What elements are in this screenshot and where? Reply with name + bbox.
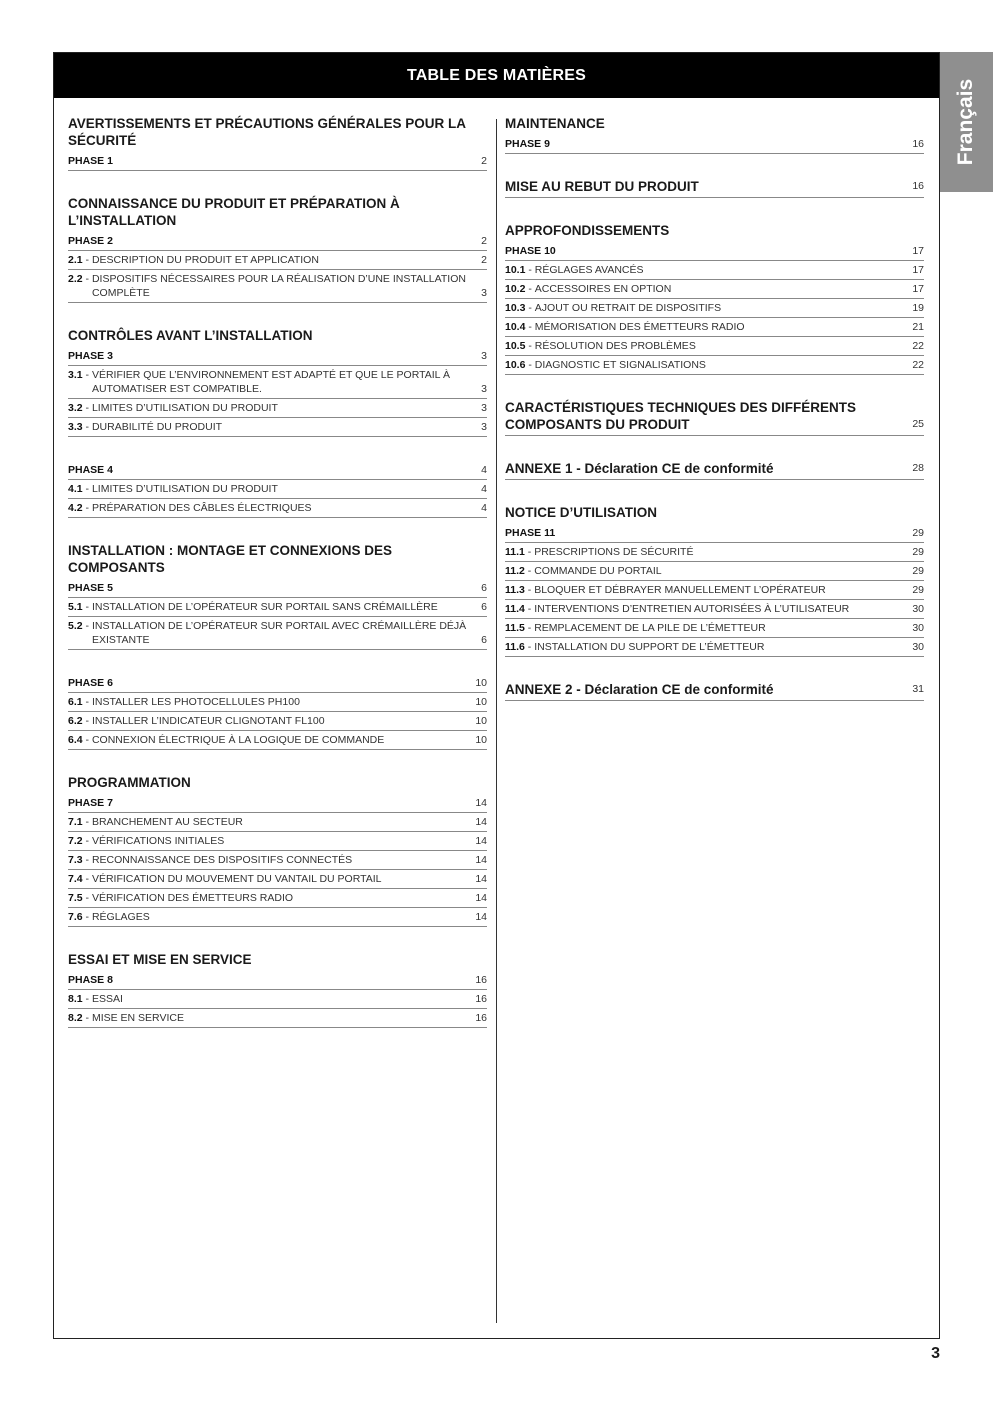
toc-page-number: 3 <box>481 383 487 395</box>
toc-section <box>505 460 924 480</box>
toc-entry-label: DISPOSITIFS NÉCESSAIRES POUR LA RÉALISATION D’UNE INSTALLATION COMPLÈTE <box>91 273 466 299</box>
toc-entry-row[interactable] <box>505 600 924 619</box>
toc-entry-text <box>505 339 912 353</box>
toc-entry-text <box>68 619 481 647</box>
toc-section <box>68 674 487 750</box>
toc-entry-label: VÉRIFICATION DU MOUVEMENT DU VANTAIL DU PORTAIL <box>91 873 382 885</box>
toc-entry-text <box>68 815 475 829</box>
toc-section <box>68 461 487 518</box>
toc-section <box>505 178 924 198</box>
toc-section-title-row[interactable] <box>505 178 924 198</box>
toc-phase-row[interactable] <box>68 347 487 366</box>
toc-entry-text <box>68 714 475 728</box>
toc-entry-row[interactable] <box>68 399 487 418</box>
toc-entry-number: 4.2 <box>68 502 83 514</box>
toc-entry-label: RÉSOLUTION DES PROBLÈMES <box>534 340 696 352</box>
toc-page-number: 6 <box>481 634 487 646</box>
toc-entry-separator: - <box>524 546 535 558</box>
toc-page-number: 10 <box>475 715 487 727</box>
toc-page-number: 22 <box>912 359 924 371</box>
toc-entry-separator: - <box>525 283 535 295</box>
toc-entry-number: 6.4 <box>68 734 83 746</box>
toc-entry-number: 11.2 <box>505 565 525 577</box>
toc-entry-row[interactable] <box>505 543 924 562</box>
toc-section-title: MISE AU REBUT DU PRODUIT <box>505 179 699 194</box>
toc-entry-text <box>505 137 912 151</box>
toc-entry-label: DESCRIPTION DU PRODUIT ET APPLICATION <box>91 254 319 266</box>
toc-entry-separator: - <box>82 273 92 285</box>
toc-header: TABLE DES MATIÈRES <box>54 53 939 98</box>
toc-entry-number: 10.3 <box>505 302 526 314</box>
toc-entry-separator: - <box>82 620 92 632</box>
column-divider <box>496 119 497 1323</box>
toc-entry-label: MISE EN SERVICE <box>91 1012 184 1024</box>
toc-page-number: 10 <box>475 734 487 746</box>
toc-entry-separator: - <box>82 873 92 885</box>
toc-entry-number: 5.1 <box>68 601 83 613</box>
toc-entry-label: PHASE 6 <box>68 677 113 689</box>
toc-entry-text <box>68 676 475 690</box>
toc-entry-text <box>68 581 481 595</box>
toc-entry-separator: - <box>82 816 92 828</box>
toc-entry-label: RÉGLAGES <box>91 911 150 923</box>
toc-frame <box>53 52 940 1339</box>
toc-entry-text <box>68 992 475 1006</box>
toc-entry-separator: - <box>82 601 92 613</box>
toc-entry-separator: - <box>525 359 535 371</box>
toc-entry-label: INSTALLER LES PHOTOCELLULES PH100 <box>91 696 300 708</box>
toc-section <box>505 504 924 657</box>
toc-entry-separator: - <box>82 993 92 1005</box>
toc-section-title: CONTRÔLES AVANT L’INSTALLATION <box>68 328 313 343</box>
toc-entry-label: DURABILITÉ DU PRODUIT <box>91 421 223 433</box>
toc-entry-label: INTERVENTIONS D’ENTRETIEN AUTORISÉES À L’UTILISATEUR <box>534 603 850 615</box>
toc-entry-separator: - <box>82 402 92 414</box>
toc-page-number: 17 <box>912 283 924 295</box>
toc-entry-label: LIMITES D’UTILISATION DU PRODUIT <box>91 402 278 414</box>
toc-page-number: 14 <box>475 892 487 904</box>
toc-entry-number: 11.4 <box>505 603 525 615</box>
toc-entry-row[interactable] <box>68 693 487 712</box>
toc-page-number: 14 <box>475 854 487 866</box>
toc-entry-label: INSTALLATION DU SUPPORT DE L’ÉMETTEUR <box>534 641 765 653</box>
toc-entry-number: 7.2 <box>68 835 83 847</box>
toc-entry-row[interactable] <box>505 619 924 638</box>
toc-entry-separator: - <box>82 892 92 904</box>
toc-page-number: 22 <box>912 340 924 352</box>
toc-section-title-row[interactable] <box>505 681 924 701</box>
toc-entry-label: PHASE 8 <box>68 974 113 986</box>
toc-entry-number: 7.3 <box>68 854 83 866</box>
toc-page-number: 30 <box>912 622 924 634</box>
toc-entry-text <box>505 526 912 540</box>
toc-entry-text <box>505 583 912 597</box>
language-tab-label: Français <box>954 78 978 166</box>
toc-entry-text <box>68 600 481 614</box>
toc-entry-label: PHASE 9 <box>505 138 550 150</box>
toc-entry-label: VÉRIFIER QUE L’ENVIRONNEMENT EST ADAPTÉ ET QUE LE PORTAIL À AUTOMATISER EST COMPATIBLE. <box>91 369 451 395</box>
toc-phase-row[interactable] <box>505 135 924 154</box>
toc-entry-text <box>68 154 481 168</box>
toc-page-number: 16 <box>912 180 924 192</box>
toc-phase-row[interactable] <box>68 152 487 171</box>
toc-entry-number: 11.3 <box>505 584 525 596</box>
toc-page-number: 3 <box>481 287 487 299</box>
toc-page-number: 6 <box>481 582 487 594</box>
toc-entry-separator: - <box>82 696 92 708</box>
toc-page-number: 29 <box>912 546 924 558</box>
toc-page-number: 3 <box>481 402 487 414</box>
toc-entry-label: RÉGLAGES AVANCÉS <box>534 264 644 276</box>
toc-section-title-row[interactable] <box>505 460 924 480</box>
toc-entry-label: PHASE 5 <box>68 582 113 594</box>
toc-entry-label: AJOUT OU RETRAIT DE DISPOSITIFS <box>534 302 722 314</box>
toc-section <box>68 115 487 171</box>
toc-entry-label: INSTALLATION DE L’OPÉRATEUR SUR PORTAIL SANS CRÉMAILLÈRE <box>91 601 438 613</box>
toc-entry-text <box>68 853 475 867</box>
toc-entry-label: CONNEXION ÉLECTRIQUE À LA LOGIQUE DE COMMANDE <box>91 734 385 746</box>
toc-phase-row[interactable] <box>505 242 924 261</box>
toc-section <box>68 542 487 650</box>
toc-entry-number: 11.6 <box>505 641 525 653</box>
toc-section-title: CARACTÉRISTIQUES TECHNIQUES DES DIFFÉRENTS COMPOSANTS DU PRODUIT <box>505 400 857 432</box>
toc-entry-row[interactable] <box>68 251 487 270</box>
toc-entry-row[interactable] <box>68 832 487 851</box>
toc-entry-number: 10.1 <box>505 264 526 276</box>
toc-page-number: 10 <box>475 677 487 689</box>
toc-entry-number: 6.2 <box>68 715 83 727</box>
toc-page-number: 4 <box>481 483 487 495</box>
toc-entry-label: PHASE 3 <box>68 350 113 362</box>
toc-section-title-row[interactable] <box>505 399 924 436</box>
toc-entry-number: 11.1 <box>505 546 525 558</box>
toc-entry-text <box>68 1011 475 1025</box>
toc-entry-row[interactable] <box>68 990 487 1009</box>
toc-entry-text <box>68 253 481 267</box>
toc-entry-separator: - <box>524 584 535 596</box>
toc-entry-separator: - <box>82 854 92 866</box>
toc-section-title: CONNAISSANCE DU PRODUIT ET PRÉPARATION À L’INSTALLATION <box>68 196 400 228</box>
toc-entry-row[interactable] <box>68 480 487 499</box>
toc-entry-text <box>505 602 912 616</box>
toc-entry-text <box>68 501 481 515</box>
toc-section <box>68 195 487 303</box>
toc-phase-row[interactable] <box>68 461 487 480</box>
toc-section <box>505 222 924 375</box>
toc-entry-number: 7.6 <box>68 911 83 923</box>
toc-page-number: 29 <box>912 527 924 539</box>
toc-entry-separator: - <box>525 264 535 276</box>
toc-entry-number: 11.5 <box>505 622 525 634</box>
toc-page-number: 25 <box>912 418 924 430</box>
toc-page-number: 14 <box>475 797 487 809</box>
toc-entry-row[interactable] <box>68 617 487 650</box>
toc-entry-label: PHASE 10 <box>505 245 556 257</box>
toc-section-title: PROGRAMMATION <box>68 775 191 790</box>
toc-page-number: 14 <box>475 816 487 828</box>
toc-entry-number: 3.2 <box>68 402 83 414</box>
toc-section-title: APPROFONDISSEMENTS <box>505 223 670 238</box>
toc-entry-text <box>68 973 475 987</box>
toc-entry-row[interactable] <box>505 337 924 356</box>
toc-section-title: AVERTISSEMENTS ET PRÉCAUTIONS GÉNÉRALES POUR LA SÉCURITÉ <box>68 116 466 148</box>
toc-page-number: 31 <box>912 683 924 695</box>
toc-entry-number: 10.2 <box>505 283 526 295</box>
toc-entry-label: BRANCHEMENT AU SECTEUR <box>91 816 243 828</box>
toc-entry-text <box>68 796 475 810</box>
toc-entry-row[interactable] <box>505 280 924 299</box>
toc-entry-label: ACCESSOIRES EN OPTION <box>534 283 672 295</box>
toc-entry-row[interactable] <box>68 851 487 870</box>
toc-entry-label: PHASE 2 <box>68 235 113 247</box>
toc-entry-row[interactable] <box>68 712 487 731</box>
toc-entry-row[interactable] <box>68 870 487 889</box>
toc-section-title: ANNEXE 1 - Déclaration CE de conformité <box>505 461 774 476</box>
toc-entry-number: 5.2 <box>68 620 83 632</box>
toc-phase-row[interactable] <box>68 232 487 251</box>
toc-page-number: 29 <box>912 584 924 596</box>
toc-entry-text <box>68 695 475 709</box>
toc-entry-label: PHASE 7 <box>68 797 113 809</box>
toc-entry-label: DIAGNOSTIC ET SIGNALISATIONS <box>534 359 706 371</box>
toc-entry-row[interactable] <box>68 813 487 832</box>
toc-entry-text <box>505 263 912 277</box>
toc-phase-row[interactable] <box>505 524 924 543</box>
toc-entry-number: 7.4 <box>68 873 83 885</box>
toc-page-number: 2 <box>481 254 487 266</box>
toc-entry-label: PHASE 4 <box>68 464 113 476</box>
toc-section-title: MAINTENANCE <box>505 116 605 131</box>
toc-entry-row[interactable] <box>505 638 924 657</box>
toc-page-number: 10 <box>475 696 487 708</box>
toc-entry-text <box>68 349 481 363</box>
toc-entry-text <box>505 244 912 258</box>
toc-entry-row[interactable] <box>68 418 487 437</box>
toc-entry-text <box>505 564 912 578</box>
toc-entry-separator: - <box>524 565 535 577</box>
toc-entry-row[interactable] <box>68 366 487 399</box>
toc-entry-text <box>68 733 475 747</box>
toc-entry-label: REMPLACEMENT DE LA PILE DE L’ÉMETTEUR <box>534 622 766 634</box>
toc-page-number: 14 <box>475 911 487 923</box>
toc-page-number: 2 <box>481 155 487 167</box>
toc-entry-text <box>68 482 481 496</box>
toc-entry-label: LIMITES D’UTILISATION DU PRODUIT <box>91 483 278 495</box>
toc-section-title: ANNEXE 2 - Déclaration CE de conformité <box>505 682 774 697</box>
toc-entry-separator: - <box>82 1012 92 1024</box>
toc-entry-text <box>68 463 481 477</box>
toc-entry-separator: - <box>524 622 535 634</box>
toc-entry-label: INSTALLER L’INDICATEUR CLIGNOTANT FL100 <box>91 715 325 727</box>
toc-entry-label: ESSAI <box>91 993 123 1005</box>
toc-entry-label: RECONNAISSANCE DES DISPOSITIFS CONNECTÉS <box>91 854 353 866</box>
toc-entry-text <box>68 234 481 248</box>
toc-page-number: 4 <box>481 464 487 476</box>
toc-entry-text <box>505 621 912 635</box>
toc-entry-row[interactable] <box>68 731 487 750</box>
toc-page-number: 16 <box>475 1012 487 1024</box>
toc-entry-separator: - <box>82 369 92 381</box>
toc-entry-text <box>68 401 481 415</box>
toc-entry-row[interactable] <box>68 1009 487 1028</box>
toc-section <box>505 399 924 436</box>
toc-entry-text <box>505 545 912 559</box>
toc-phase-row[interactable] <box>68 579 487 598</box>
toc-entry-number: 3.1 <box>68 369 83 381</box>
toc-entry-text <box>505 320 912 334</box>
toc-entry-row[interactable] <box>68 499 487 518</box>
toc-entry-label: PRESCRIPTIONS DE SÉCURITÉ <box>534 546 694 558</box>
toc-entry-number: 2.2 <box>68 273 83 285</box>
toc-page-number: 2 <box>481 235 487 247</box>
toc-page-number: 14 <box>475 873 487 885</box>
toc-entry-separator: - <box>82 421 92 433</box>
toc-entry-text <box>505 358 912 372</box>
toc-section <box>68 774 487 927</box>
toc-page-number: 30 <box>912 641 924 653</box>
toc-entry-separator: - <box>82 254 92 266</box>
toc-section-title: NOTICE D’UTILISATION <box>505 505 657 520</box>
toc-entry-text <box>68 834 475 848</box>
toc-entry-text <box>68 420 481 434</box>
toc-page-number: 30 <box>912 603 924 615</box>
toc-entry-separator: - <box>82 911 92 923</box>
toc-page-number: 3 <box>481 350 487 362</box>
toc-entry-text <box>68 910 475 924</box>
toc-entry-number: 2.1 <box>68 254 83 266</box>
toc-entry-row[interactable] <box>505 562 924 581</box>
toc-page-number: 17 <box>912 245 924 257</box>
toc-entry-text <box>68 891 475 905</box>
toc-entry-label: PHASE 1 <box>68 155 113 167</box>
toc-entry-label: COMMANDE DU PORTAIL <box>534 565 662 577</box>
toc-entry-label: VÉRIFICATIONS INITIALES <box>91 835 225 847</box>
left-column <box>68 115 487 1052</box>
toc-page-number: 17 <box>912 264 924 276</box>
toc-entry-text <box>68 872 475 886</box>
toc-phase-row[interactable] <box>68 674 487 693</box>
toc-page-number: 29 <box>912 565 924 577</box>
toc-entry-text <box>505 301 912 315</box>
toc-entry-number: 3.3 <box>68 421 83 433</box>
toc-entry-text <box>505 282 912 296</box>
toc-entry-separator: - <box>524 603 535 615</box>
toc-entry-row[interactable] <box>68 270 487 303</box>
toc-page-number: 16 <box>912 138 924 150</box>
toc-entry-number: 7.5 <box>68 892 83 904</box>
toc-section <box>505 115 924 154</box>
toc-entry-number: 10.5 <box>505 340 526 352</box>
toc-entry-number: 8.1 <box>68 993 83 1005</box>
toc-entry-number: 7.1 <box>68 816 83 828</box>
toc-entry-row[interactable] <box>68 889 487 908</box>
toc-entry-text <box>68 272 481 300</box>
toc-phase-row[interactable] <box>68 794 487 813</box>
toc-page-number: 3 <box>481 421 487 433</box>
toc-entry-row[interactable] <box>505 581 924 600</box>
toc-page-number: 14 <box>475 835 487 847</box>
toc-entry-row[interactable] <box>505 356 924 375</box>
toc-entry-label: BLOQUER ET DÉBRAYER MANUELLEMENT L’OPÉRATEUR <box>534 584 826 596</box>
toc-entry-separator: - <box>82 835 92 847</box>
toc-entry-separator: - <box>82 483 92 495</box>
toc-entry-separator: - <box>525 340 535 352</box>
toc-page-number: 16 <box>475 974 487 986</box>
toc-page-number: 21 <box>912 321 924 333</box>
toc-page-number: 28 <box>912 462 924 474</box>
toc-entry-number: 10.4 <box>505 321 526 333</box>
toc-entry-row[interactable] <box>505 261 924 280</box>
right-column <box>505 115 924 725</box>
toc-section-title: ESSAI ET MISE EN SERVICE <box>68 952 252 967</box>
toc-entry-row[interactable] <box>505 318 924 337</box>
toc-section <box>68 951 487 1028</box>
toc-entry-label: MÉMORISATION DES ÉMETTEURS RADIO <box>534 321 745 333</box>
toc-section <box>68 327 487 437</box>
toc-page-number: 4 <box>481 502 487 514</box>
toc-entry-number: 8.2 <box>68 1012 83 1024</box>
toc-entry-separator: - <box>525 302 535 314</box>
toc-entry-text <box>505 640 912 654</box>
toc-page-number: 19 <box>912 302 924 314</box>
toc-entry-separator: - <box>82 715 92 727</box>
toc-page-number: 16 <box>475 993 487 1005</box>
toc-entry-number: 4.1 <box>68 483 83 495</box>
toc-entry-separator: - <box>524 641 535 653</box>
toc-entry-separator: - <box>82 734 92 746</box>
toc-entry-text <box>68 368 481 396</box>
toc-page-number: 6 <box>481 601 487 613</box>
toc-entry-separator: - <box>525 321 535 333</box>
toc-entry-row[interactable] <box>68 598 487 617</box>
toc-entry-number: 10.6 <box>505 359 526 371</box>
language-tab <box>940 52 993 192</box>
toc-section-title: INSTALLATION : MONTAGE ET CONNEXIONS DES COMPOSANTS <box>68 543 392 575</box>
toc-section <box>505 681 924 701</box>
toc-entry-row[interactable] <box>68 908 487 927</box>
toc-phase-row[interactable] <box>68 971 487 990</box>
toc-entry-label: PHASE 11 <box>505 527 556 539</box>
toc-entry-label: INSTALLATION DE L’OPÉRATEUR SUR PORTAIL AVEC CRÉMAILLÈRE DÉJÀ EXISTANTE <box>91 620 467 646</box>
toc-entry-separator: - <box>82 502 92 514</box>
page-number: 3 <box>931 1345 940 1362</box>
toc-entry-label: PRÉPARATION DES CÂBLES ÉLECTRIQUES <box>91 502 312 514</box>
toc-entry-row[interactable] <box>505 299 924 318</box>
toc-entry-label: VÉRIFICATION DES ÉMETTEURS RADIO <box>91 892 294 904</box>
toc-entry-number: 6.1 <box>68 696 83 708</box>
